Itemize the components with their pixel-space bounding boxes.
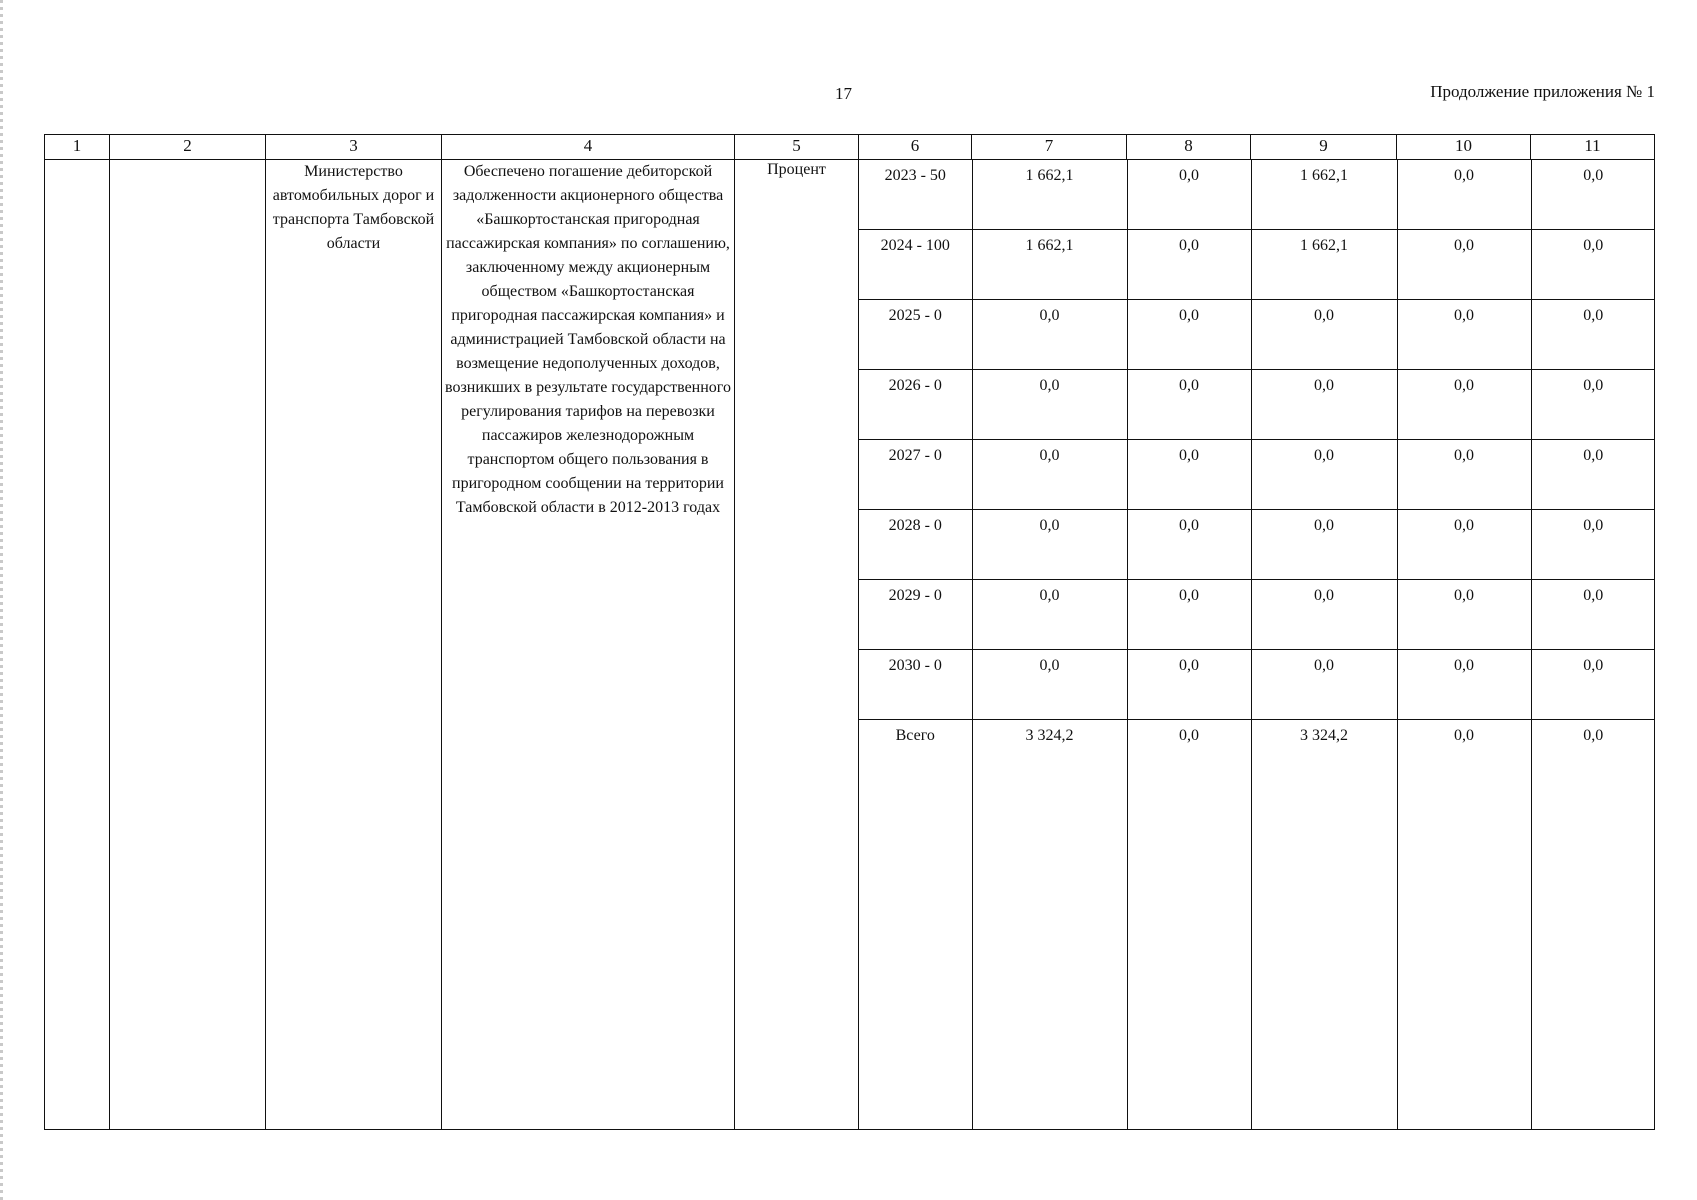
value-col10: 0,0 <box>1397 300 1531 370</box>
year-target: 2029 - 0 <box>859 580 972 650</box>
value-col10: 0,0 <box>1397 230 1531 300</box>
year-target: 2026 - 0 <box>859 370 972 440</box>
value-col9: 1 662,1 <box>1251 230 1397 300</box>
value-col7: 0,0 <box>972 580 1127 650</box>
column-header: 7 <box>972 135 1127 160</box>
year-row <box>859 440 1655 510</box>
column-header: 11 <box>1531 135 1655 160</box>
value-col10: 0,0 <box>1397 440 1531 510</box>
value-col8: 0,0 <box>1127 230 1251 300</box>
total-label: Всего <box>859 720 972 1130</box>
year-row <box>859 580 1655 650</box>
value-col9: 0,0 <box>1251 650 1397 720</box>
year-row <box>859 370 1655 440</box>
value-col8: 0,0 <box>1127 300 1251 370</box>
year-row <box>859 160 1655 230</box>
value-col7: 0,0 <box>972 300 1127 370</box>
value-col11: 0,0 <box>1531 510 1655 580</box>
year-target: 2028 - 0 <box>859 510 972 580</box>
value-col9: 0,0 <box>1251 300 1397 370</box>
financing-block <box>859 160 1655 1130</box>
value-col10: 0,0 <box>1397 650 1531 720</box>
cell-col2 <box>110 160 266 1130</box>
column-header: 8 <box>1127 135 1251 160</box>
column-header: 10 <box>1397 135 1531 160</box>
value-col11: 0,0 <box>1531 370 1655 440</box>
year-target: 2030 - 0 <box>859 650 972 720</box>
value-col7: 1 662,1 <box>972 230 1127 300</box>
value-col9: 0,0 <box>1251 510 1397 580</box>
scan-edge-artifact <box>0 0 3 1200</box>
total-col11: 0,0 <box>1583 727 1604 744</box>
total-row <box>859 720 1655 1130</box>
value-col11: 0,0 <box>1531 580 1655 650</box>
column-header: 1 <box>45 135 110 160</box>
value-col7: 0,0 <box>972 650 1127 720</box>
appendix-continuation-label: Продолжение приложения № 1 <box>1430 82 1655 101</box>
column-header: 6 <box>859 135 972 160</box>
value-col11: 0,0 <box>1531 230 1655 300</box>
column-header: 2 <box>110 135 266 160</box>
value-col9: 0,0 <box>1251 580 1397 650</box>
value-col11: 0,0 <box>1531 440 1655 510</box>
value-col10: 0,0 <box>1397 510 1531 580</box>
value-col8: 0,0 <box>1127 650 1251 720</box>
column-header: 9 <box>1251 135 1397 160</box>
page-number: 17 <box>835 84 852 103</box>
result-description: Обеспечено погашение дебиторской задолженности акционерного общества «Башкортостанская пригородная пассажирская компания» по соглашению, заключенному между акционерным обществом «Башкортостанская пригородная пассажирская компания» и администрацией Тамбовской области на возмещение недополученных доходов, возникших в результате государственного регулирования тарифов на перевозки пассажиров железнодорожным транспортом общего пользования в пригородном сообщении на территории Тамбовской области в 2012-2013 годах <box>442 160 735 1130</box>
value-col8: 0,0 <box>1127 160 1251 230</box>
value-col8: 0,0 <box>1127 440 1251 510</box>
column-header: 3 <box>266 135 442 160</box>
financing-by-year-table <box>859 160 1655 1129</box>
value-col10: 0,0 <box>1397 580 1531 650</box>
value-col9: 0,0 <box>1251 370 1397 440</box>
total-col8: 0,0 <box>1127 720 1251 1130</box>
cell-col1 <box>45 160 110 1130</box>
year-row <box>859 510 1655 580</box>
column-header: 4 <box>442 135 735 160</box>
value-col8: 0,0 <box>1127 510 1251 580</box>
year-target: 2024 - 100 <box>859 230 972 300</box>
appendix-table <box>44 134 1655 1130</box>
total-col9: 3 324,2 <box>1251 720 1397 1130</box>
value-col7: 0,0 <box>972 370 1127 440</box>
column-number-row <box>45 135 1655 160</box>
value-col8: 0,0 <box>1127 370 1251 440</box>
value-col10: 0,0 <box>1397 160 1531 230</box>
year-row <box>859 230 1655 300</box>
unit-of-measure: Процент <box>735 160 859 1130</box>
value-col11: 0,0 <box>1531 650 1655 720</box>
value-col7: 1 662,1 <box>972 160 1127 230</box>
column-header: 5 <box>735 135 859 160</box>
year-target: 2027 - 0 <box>859 440 972 510</box>
year-row <box>859 650 1655 720</box>
value-col9: 0,0 <box>1251 440 1397 510</box>
value-col8: 0,0 <box>1127 580 1251 650</box>
table-row <box>45 160 1655 1130</box>
year-target: 2023 - 50 <box>859 160 972 230</box>
total-col10: 0,0 <box>1397 720 1531 1130</box>
value-col10: 0,0 <box>1397 370 1531 440</box>
responsible-executor: Министерство автомобильных дорог и транспорта Тамбовской области <box>266 160 442 1130</box>
year-row <box>859 300 1655 370</box>
value-col11: 0,0 <box>1531 160 1655 230</box>
value-col11: 0,0 <box>1531 300 1655 370</box>
value-col7: 0,0 <box>972 440 1127 510</box>
total-col7: 3 324,2 <box>972 720 1127 1130</box>
year-target: 2025 - 0 <box>859 300 972 370</box>
value-col7: 0,0 <box>972 510 1127 580</box>
value-col9: 1 662,1 <box>1251 160 1397 230</box>
